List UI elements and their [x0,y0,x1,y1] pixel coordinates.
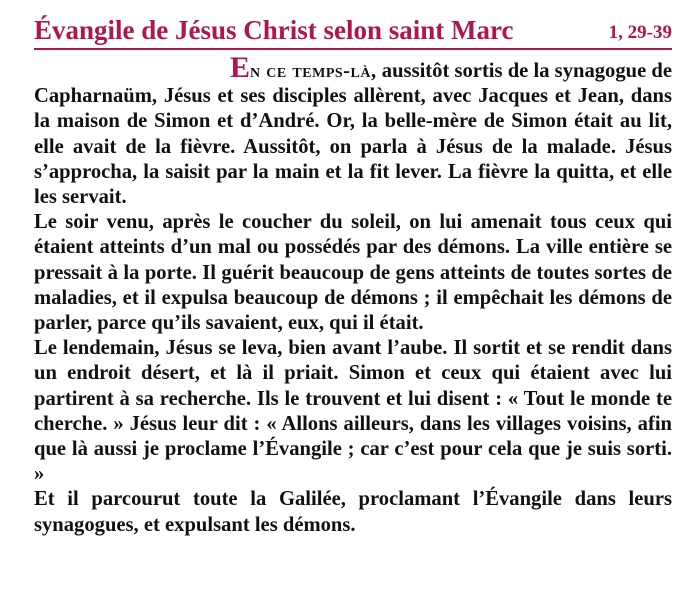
reading-title: Évangile de Jésus Christ selon saint Marc [34,15,514,45]
reading-header [34,6,672,50]
gospel-reading [34,6,672,538]
paragraph-4: Et il parcourut toute la Galilée, proclamant l’Évangile dans leurs synagogues, et expulsant les démons. [34,488,672,536]
scripture-reference: 1, 29-39 [608,22,672,43]
paragraph-1-text: aussitôt sortis de la synagogue de Capharnaüm, Jésus et ses disciples allèrent, avec Jacques et Jean, dans la maison de Simon et d’André. Or, la belle-mère de Simon était au lit, elle avait de la fièvre. Aussitôt, on parla à Jésus de la malade. Jésus s’approcha, la saisit par la main et la fit lever. La fièvre la quitta, et elle les servait. [34,60,673,209]
drop-cap: E [230,51,251,84]
paragraph-3: Le lendemain, Jésus se leva, bien avant l’aube. Il sortit et se rendit dans un endroit désert, et là il priait. Simon et ceux qui étaient avec lui partirent à sa recherche. Ils le trouvent et lui disent : « Tout le monde te cherche. » Jésus leur dit : « Allons ailleurs, dans les villages voisins, afin que là aussi je proclame l’Évangile ; car c’est pour cela que je suis sorti. » [34,337,672,486]
opening-words: n ce temps-là, [250,60,377,82]
paragraph-1 [34,51,673,210]
paragraph-2: Le soir venu, après le coucher du soleil, on lui amenait tous ceux qui étaient atteints d’un mal ou possédés par des démons. La ville entière se pressait à la porte. Il guérit beaucoup de gens atteints de toutes sortes de maladies, et il expulsa beaucoup de démons ; il empêchait les démons de parler, parce qu’ils savaient, eux, qui il était. [34,211,672,335]
reading-text [34,51,673,538]
